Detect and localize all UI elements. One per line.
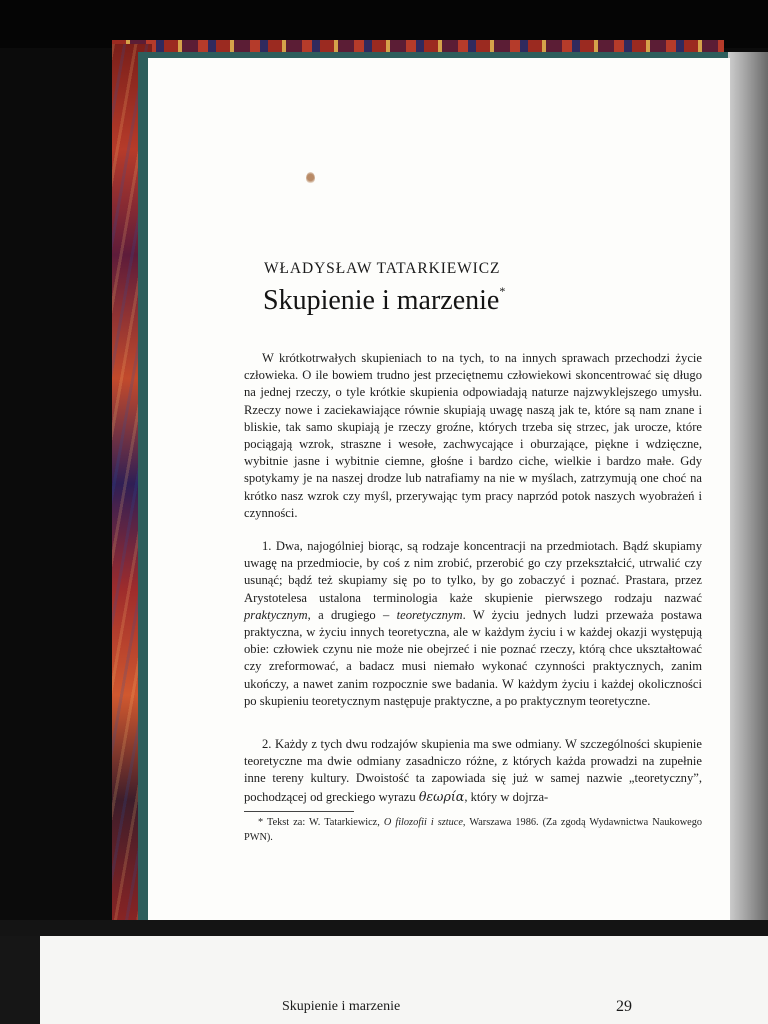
footnote-book-title: O filozofii i sztuce <box>383 817 463 828</box>
page-stack-shadow <box>728 52 768 922</box>
paragraph-section-1 <box>244 538 702 710</box>
article-title: Skupienie i marzenie <box>263 285 500 316</box>
running-title: Skupienie i marzenie <box>282 999 401 1014</box>
greek-word: θεωρία <box>418 788 465 804</box>
footnote-text: * Tekst za: W. Tatarkiewicz, <box>258 817 384 828</box>
term-theoretical: teoretycznym <box>396 607 463 622</box>
scan-background-bottom <box>0 936 40 1024</box>
paragraph-text: , a drugiego – <box>307 607 397 622</box>
footnote <box>244 816 702 845</box>
article-title-block <box>263 284 505 317</box>
next-page <box>40 936 768 1024</box>
paragraph-intro: W krótkotrwałych skupieniach to na tych, to na innych sprawach przechodzi życie człowieka. O ile bowiem trudno jest przeciętnemu człowiekowi skoncentrować się długo na jednej rzeczy, o tyle krótkie skupienia odpowiadają naturze najzwyklejszego umysłu. Rzeczy nowe i zaciekawiające równie skupiają uwagę naszą jak te, które są nam znane i bliskie, tak samo skupiają je rzeczy groźne, których trzeba się strzec, jak urocze, które pociągają wzrok, straszne i wesołe, zachwycające i oburzające, piękne i wdzięczne, wybitnie jasne i wybitnie ciemne, głośne i bardzo ciche, wielkie i bardzo małe. Gdy spotykamy je na naszej drodze lub natrafiamy na nie w myślach, zatrzymują one choć na krótko nasz wzrok czy myśl, przerywając tym pracy naprzód potok naszych wyobrażeń i czynności. <box>244 351 702 520</box>
title-footnote-mark: * <box>499 284 506 298</box>
ink-spot <box>306 172 315 184</box>
paragraph-section-2 <box>244 736 702 806</box>
footnote-divider <box>244 811 354 812</box>
paragraph-text: . W życiu jednych ludzi przeważa postawa praktyczna, w życiu innych teoretyczna, ale w każdym życiu i w każdej okazji występują obie: człowiek czynu nie może nie obejrzeć i nie poznać rzeczy, którą chce ukształtować czy zreformować, a badacz musi niemało wykonać czynności praktycznych, zanim ukończy, a nawet zanim rozpocznie swe badania. W każdym życiu i każdej okoliczności po skupieniu teoretycznym następuje praktyczne, a po praktycznym teoretyczne. <box>244 607 703 708</box>
page-number: 29 <box>616 998 632 1015</box>
page-edge-left <box>138 52 148 922</box>
article-author: WŁADYSŁAW TATARKIEWICZ <box>264 260 501 277</box>
paragraph-text: 2. Każdy z tych dwu rodzajów skupienia ma swe odmiany. W szczególności skupienie teoretyczne ma dwie odmiany zasadniczo różne, z których każda prowadzi na zupełnie inne tereny kultury. Dwoistość ta zapowiada się już w samej nazwie „teoretyczny”, pochodzącej od greckiego wyrazu <box>244 737 702 804</box>
footnote-text: , Warszawa 1986. (Za zgodą Wydawnictwa Naukowego PWN). <box>244 817 703 843</box>
paragraph-text: 1. Dwa, najogólniej biorąc, są rodzaje koncentracji na przedmiotach. Bądź skupiamy uwagę na przedmiocie, by coś z nim zrobić, przerobić go czy przekształcić, utrwalić czy usunąć; bądź też skupiamy się po to tylko, by go zobaczyć i poznać. Prastara, przez Arystotelesa ustalona terminologia każe skupienie pierwszego rodzaju nazwać <box>244 539 702 605</box>
paragraph-text: , który w dojrza- <box>464 789 549 804</box>
term-practical: praktycznym <box>244 607 308 622</box>
